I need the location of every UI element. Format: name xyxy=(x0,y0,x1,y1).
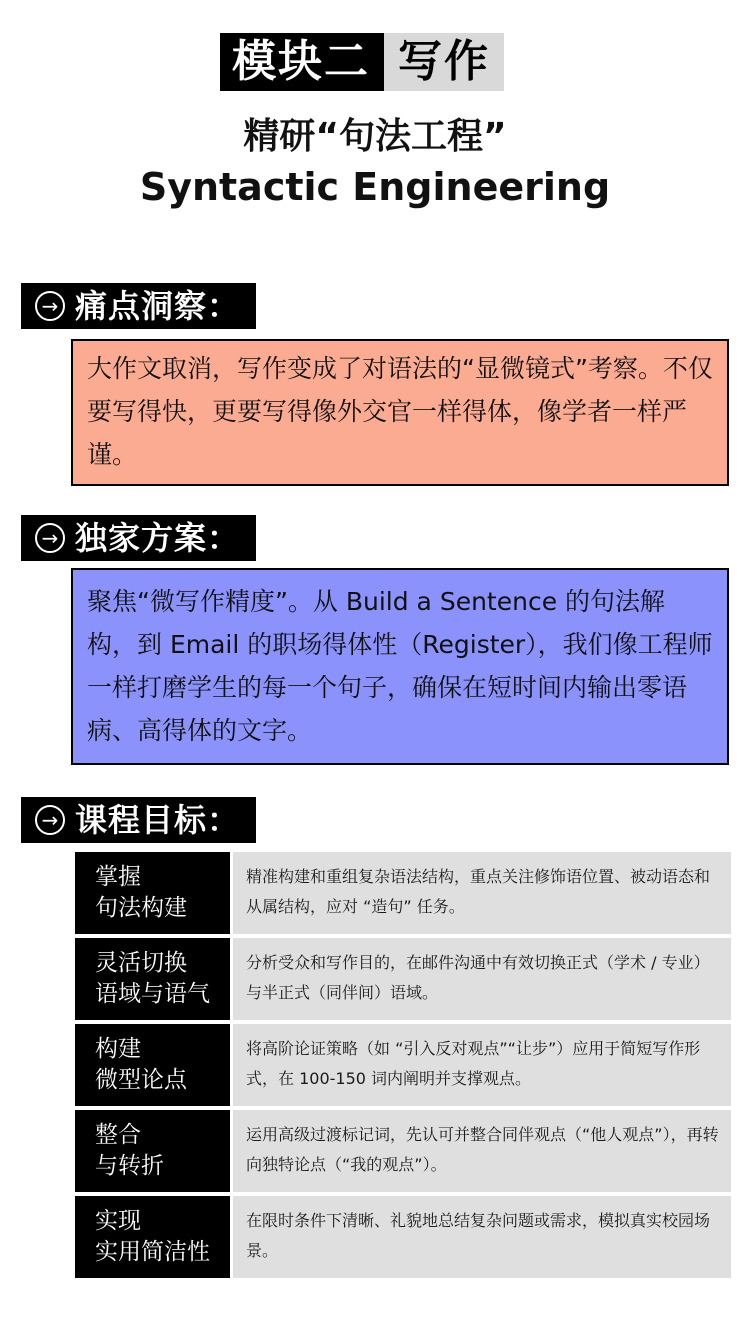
section-heading-label: 课程目标： xyxy=(75,801,241,839)
course-goals-table xyxy=(75,852,731,1282)
goal-title xyxy=(75,1196,230,1278)
arrow-circle-right-icon: → xyxy=(35,291,65,321)
goal-title-line: 实用简洁性 xyxy=(95,1239,210,1265)
goal-title-line: 整合 xyxy=(95,1122,141,1148)
goal-title-line: 语域与语气 xyxy=(95,981,210,1007)
page-title-en: Syntactic Engineering xyxy=(139,165,611,209)
goal-title xyxy=(75,852,230,934)
exclusive-plan-box: 聚焦“微写作精度”。从 Build a Sentence 的句法解构，到 Email 的职场得体性（Register），我们像工程师一样打磨学生的每一个句子，确保在短时间内输出零语病、高得体的文字。 xyxy=(71,568,729,765)
goal-row xyxy=(75,1196,731,1278)
goal-row xyxy=(75,852,731,934)
goal-title-line: 灵活切换 xyxy=(95,950,187,976)
subject-tag: 写作 xyxy=(384,33,504,91)
section-heading-label: 独家方案： xyxy=(75,519,241,557)
arrow-circle-right-icon: → xyxy=(35,523,65,553)
goal-description: 运用高级过渡标记词，先认可并整合同伴观点（“他人观点”），再转向独特论点（“我的观点”）。 xyxy=(233,1110,731,1192)
goal-title-line: 实现 xyxy=(95,1208,141,1234)
goal-row xyxy=(75,938,731,1020)
goal-description: 在限时条件下清晰、礼貌地总结复杂问题或需求，模拟真实校园场景。 xyxy=(233,1196,731,1278)
module-header-tags xyxy=(220,33,504,91)
module-tag: 模块二 xyxy=(220,33,384,91)
pain-points-box: 大作文取消，写作变成了对语法的“显微镜式”考察。不仅要写得快，更要写得像外交官一样得体，像学者一样严谨。 xyxy=(71,339,729,486)
goal-title-line: 句法构建 xyxy=(95,895,187,921)
goal-title-line: 与转折 xyxy=(95,1153,164,1179)
section-heading-label: 痛点洞察： xyxy=(75,287,241,325)
goal-description: 将高阶论证策略（如 “引入反对观点”“让步”）应用于简短写作形式，在 100-150 词内阐明并支撑观点。 xyxy=(233,1024,731,1106)
section-heading-pain xyxy=(21,283,256,329)
goal-title xyxy=(75,1024,230,1106)
page-title-cn: 精研“句法工程” xyxy=(243,116,507,157)
arrow-circle-right-icon: → xyxy=(35,805,65,835)
section-heading-goals xyxy=(21,797,256,843)
goal-title xyxy=(75,938,230,1020)
goal-row xyxy=(75,1110,731,1192)
goal-description: 分析受众和写作目的，在邮件沟通中有效切换正式（学术 / 专业）与半正式（同伴间）语域。 xyxy=(233,938,731,1020)
goal-title xyxy=(75,1110,230,1192)
goal-row xyxy=(75,1024,731,1106)
section-heading-plan xyxy=(21,515,256,561)
goal-title-line: 构建 xyxy=(95,1036,141,1062)
goal-title-line: 掌握 xyxy=(95,864,141,890)
goal-title-line: 微型论点 xyxy=(95,1067,187,1093)
goal-description: 精准构建和重组复杂语法结构，重点关注修饰语位置、被动语态和从属结构，应对 “造句” 任务。 xyxy=(233,852,731,934)
